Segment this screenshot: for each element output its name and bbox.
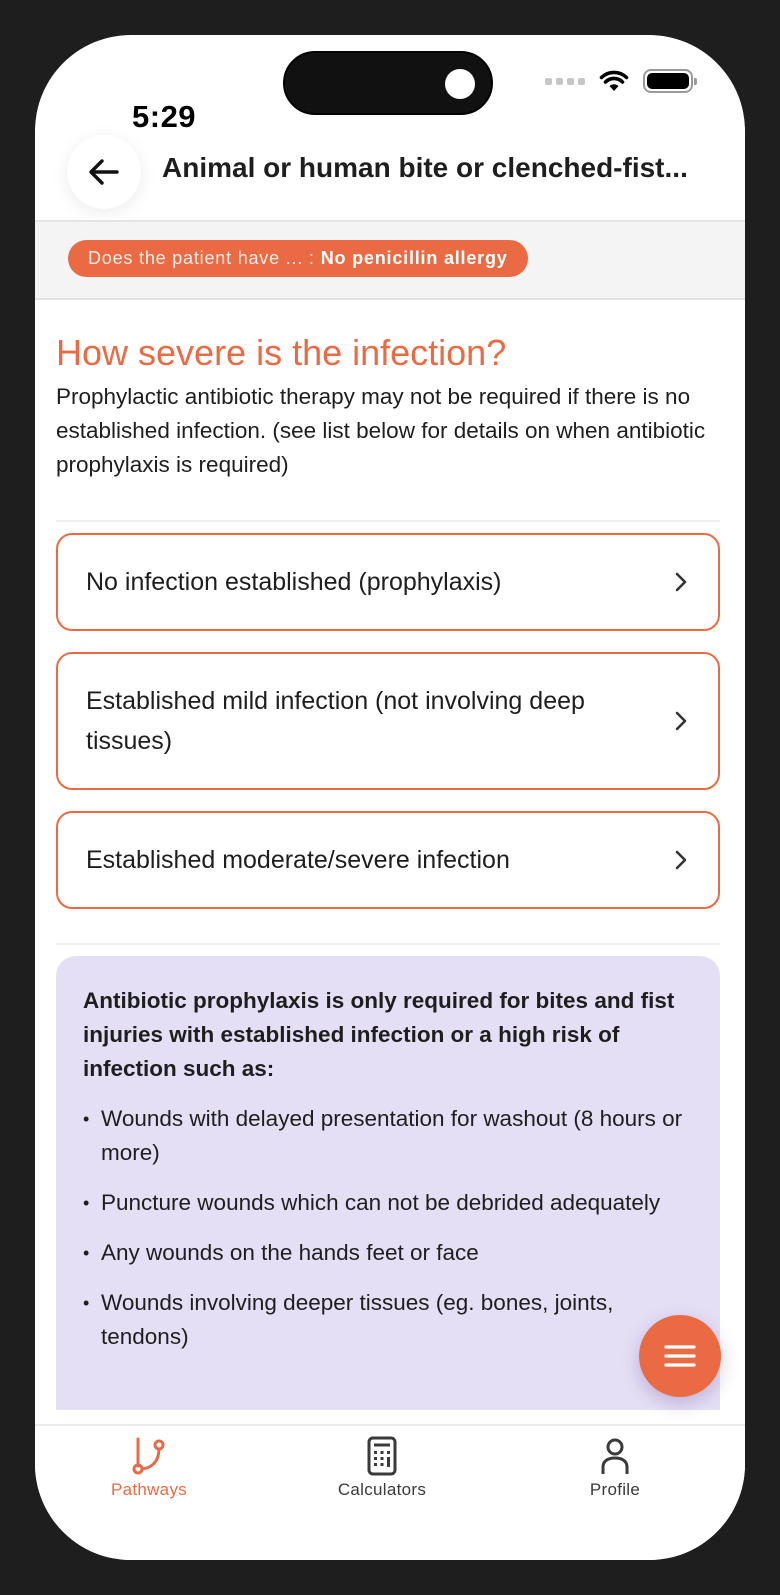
cellular-signal-icon (545, 78, 585, 85)
info-panel (56, 956, 720, 1410)
option-no-infection[interactable] (56, 533, 720, 631)
page-title: Animal or human bite or clenched-fist... (162, 152, 688, 183)
calculator-icon (362, 1436, 402, 1476)
chip-question: Does the patient have ... : (88, 248, 315, 268)
top-nav-header (35, 130, 745, 222)
status-time: 5:29 (132, 99, 197, 134)
divider (56, 520, 720, 522)
tab-label: Calculators (337, 1480, 427, 1499)
list-item: • Wounds with delayed presentation for washout (8 hours or more) (83, 1102, 692, 1170)
tab-label: Profile (589, 1480, 641, 1499)
chevron-right-icon (670, 571, 692, 593)
question-content (56, 331, 720, 1410)
tab-calculators[interactable] (302, 1436, 462, 1500)
bottom-tab-bar (35, 1424, 745, 1560)
info-intro: Antibiotic prophylaxis is only required for bites and fist injuries with established infection or a high risk of infection such as: (83, 988, 675, 1081)
menu-fab-button[interactable] (639, 1315, 721, 1397)
dynamic-island (283, 51, 493, 115)
list-item: • Puncture wounds which can not be debrided adequately (83, 1186, 692, 1220)
pathways-icon (129, 1436, 169, 1476)
option-label: Established moderate/severe infection (86, 846, 510, 874)
list-item: • Any wounds on the hands feet or face (83, 1236, 692, 1270)
divider (56, 943, 720, 945)
list-item: • Wounds involving deeper tissues (eg. bones, joints, tendons) (83, 1286, 692, 1354)
camera-icon (445, 69, 475, 99)
question-title: How severe is the infection? (56, 332, 507, 373)
answers-breadcrumb-bar (35, 222, 745, 300)
battery-icon (643, 69, 693, 93)
tab-label: Pathways (110, 1480, 188, 1499)
wifi-icon (599, 69, 629, 93)
chevron-right-icon (670, 849, 692, 871)
chip-answer: No penicillin allergy (320, 248, 508, 268)
answer-options (56, 533, 720, 909)
status-icons (545, 69, 693, 93)
question-description: Prophylactic antibiotic therapy may not be required if there is no established infection. (see list below for details on when antibiotic prophylaxis is required) (56, 384, 706, 477)
chevron-right-icon (670, 710, 692, 732)
info-list (83, 1102, 692, 1354)
arrow-left-icon (88, 158, 120, 186)
app-screen (35, 35, 745, 1560)
option-mild-infection[interactable] (56, 652, 720, 790)
menu-icon (664, 1344, 696, 1368)
option-label: No infection established (prophylaxis) (86, 568, 502, 596)
option-label: Established mild infection (not involving deep tissues) (86, 687, 585, 755)
back-button[interactable] (67, 135, 141, 209)
tab-pathways[interactable] (69, 1436, 229, 1500)
option-moderate-severe-infection[interactable] (56, 811, 720, 909)
profile-icon (595, 1436, 635, 1476)
previous-answer-chip[interactable] (68, 240, 528, 277)
tab-profile[interactable] (535, 1436, 695, 1500)
